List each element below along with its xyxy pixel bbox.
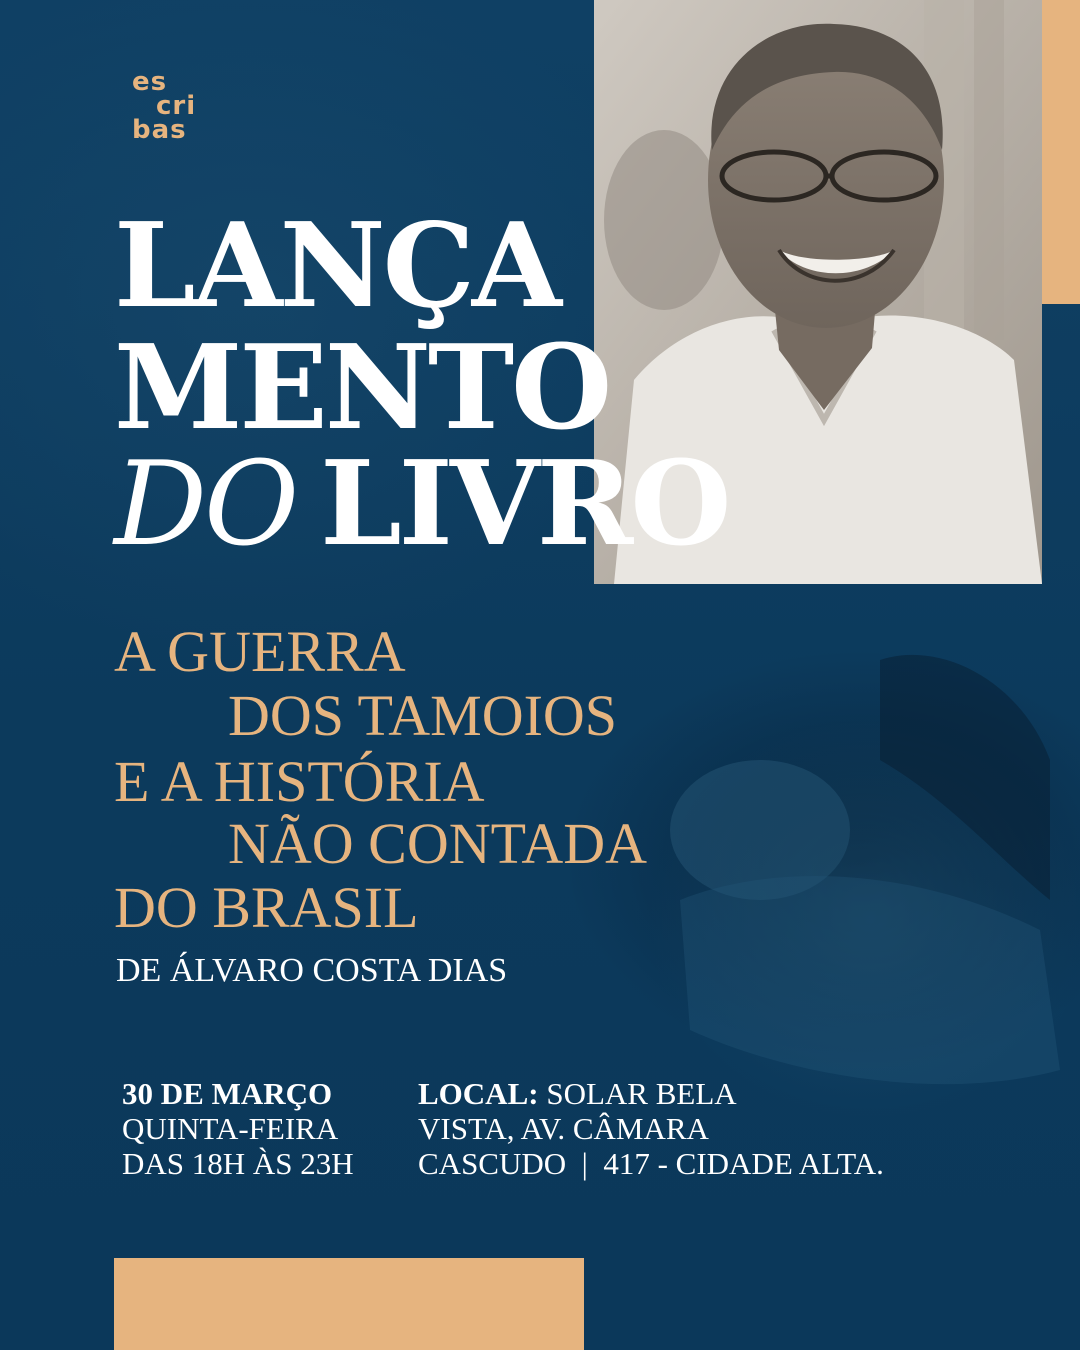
escribas-logo	[132, 67, 212, 145]
headline-word: LIVRO	[320, 436, 729, 572]
location-line-2: VISTA, AV. CÂMARA	[418, 1111, 709, 1146]
book-title-line: DOS TAMOIOS	[228, 683, 618, 748]
accent-bar-bottom	[114, 1258, 584, 1350]
logo-text-line: bas	[132, 115, 187, 145]
book-title-line: E A HISTÓRIA	[114, 749, 485, 814]
event-date: 30 DE MARÇO	[122, 1076, 333, 1111]
logo-text-line: es	[132, 67, 168, 97]
accent-bar-top	[1042, 0, 1080, 304]
location-line-3: CASCUDO | 417 - CIDADE ALTA.	[418, 1146, 884, 1181]
location-label: LOCAL:	[418, 1076, 539, 1111]
headline-line-2: MENTO	[114, 320, 610, 456]
book-title-line: A GUERRA	[114, 619, 406, 684]
logo-text-line: cri	[156, 91, 197, 121]
event-location-block	[418, 1076, 884, 1181]
book-author: DE ÁLVARO COSTA DIAS	[116, 952, 508, 989]
headline-italic-word: DO	[114, 437, 297, 572]
book-title-line: NÃO CONTADA	[228, 811, 648, 876]
location-line-1: SOLAR BELA	[546, 1076, 737, 1111]
book-title-line: DO BRASIL	[114, 875, 419, 940]
headline-line-1: LANÇA	[114, 198, 559, 334]
headline-line-3	[114, 436, 729, 572]
event-weekday: QUINTA-FEIRA	[122, 1111, 339, 1146]
event-time: DAS 18H ÀS 23H	[122, 1146, 354, 1181]
event-date-block	[122, 1076, 354, 1181]
